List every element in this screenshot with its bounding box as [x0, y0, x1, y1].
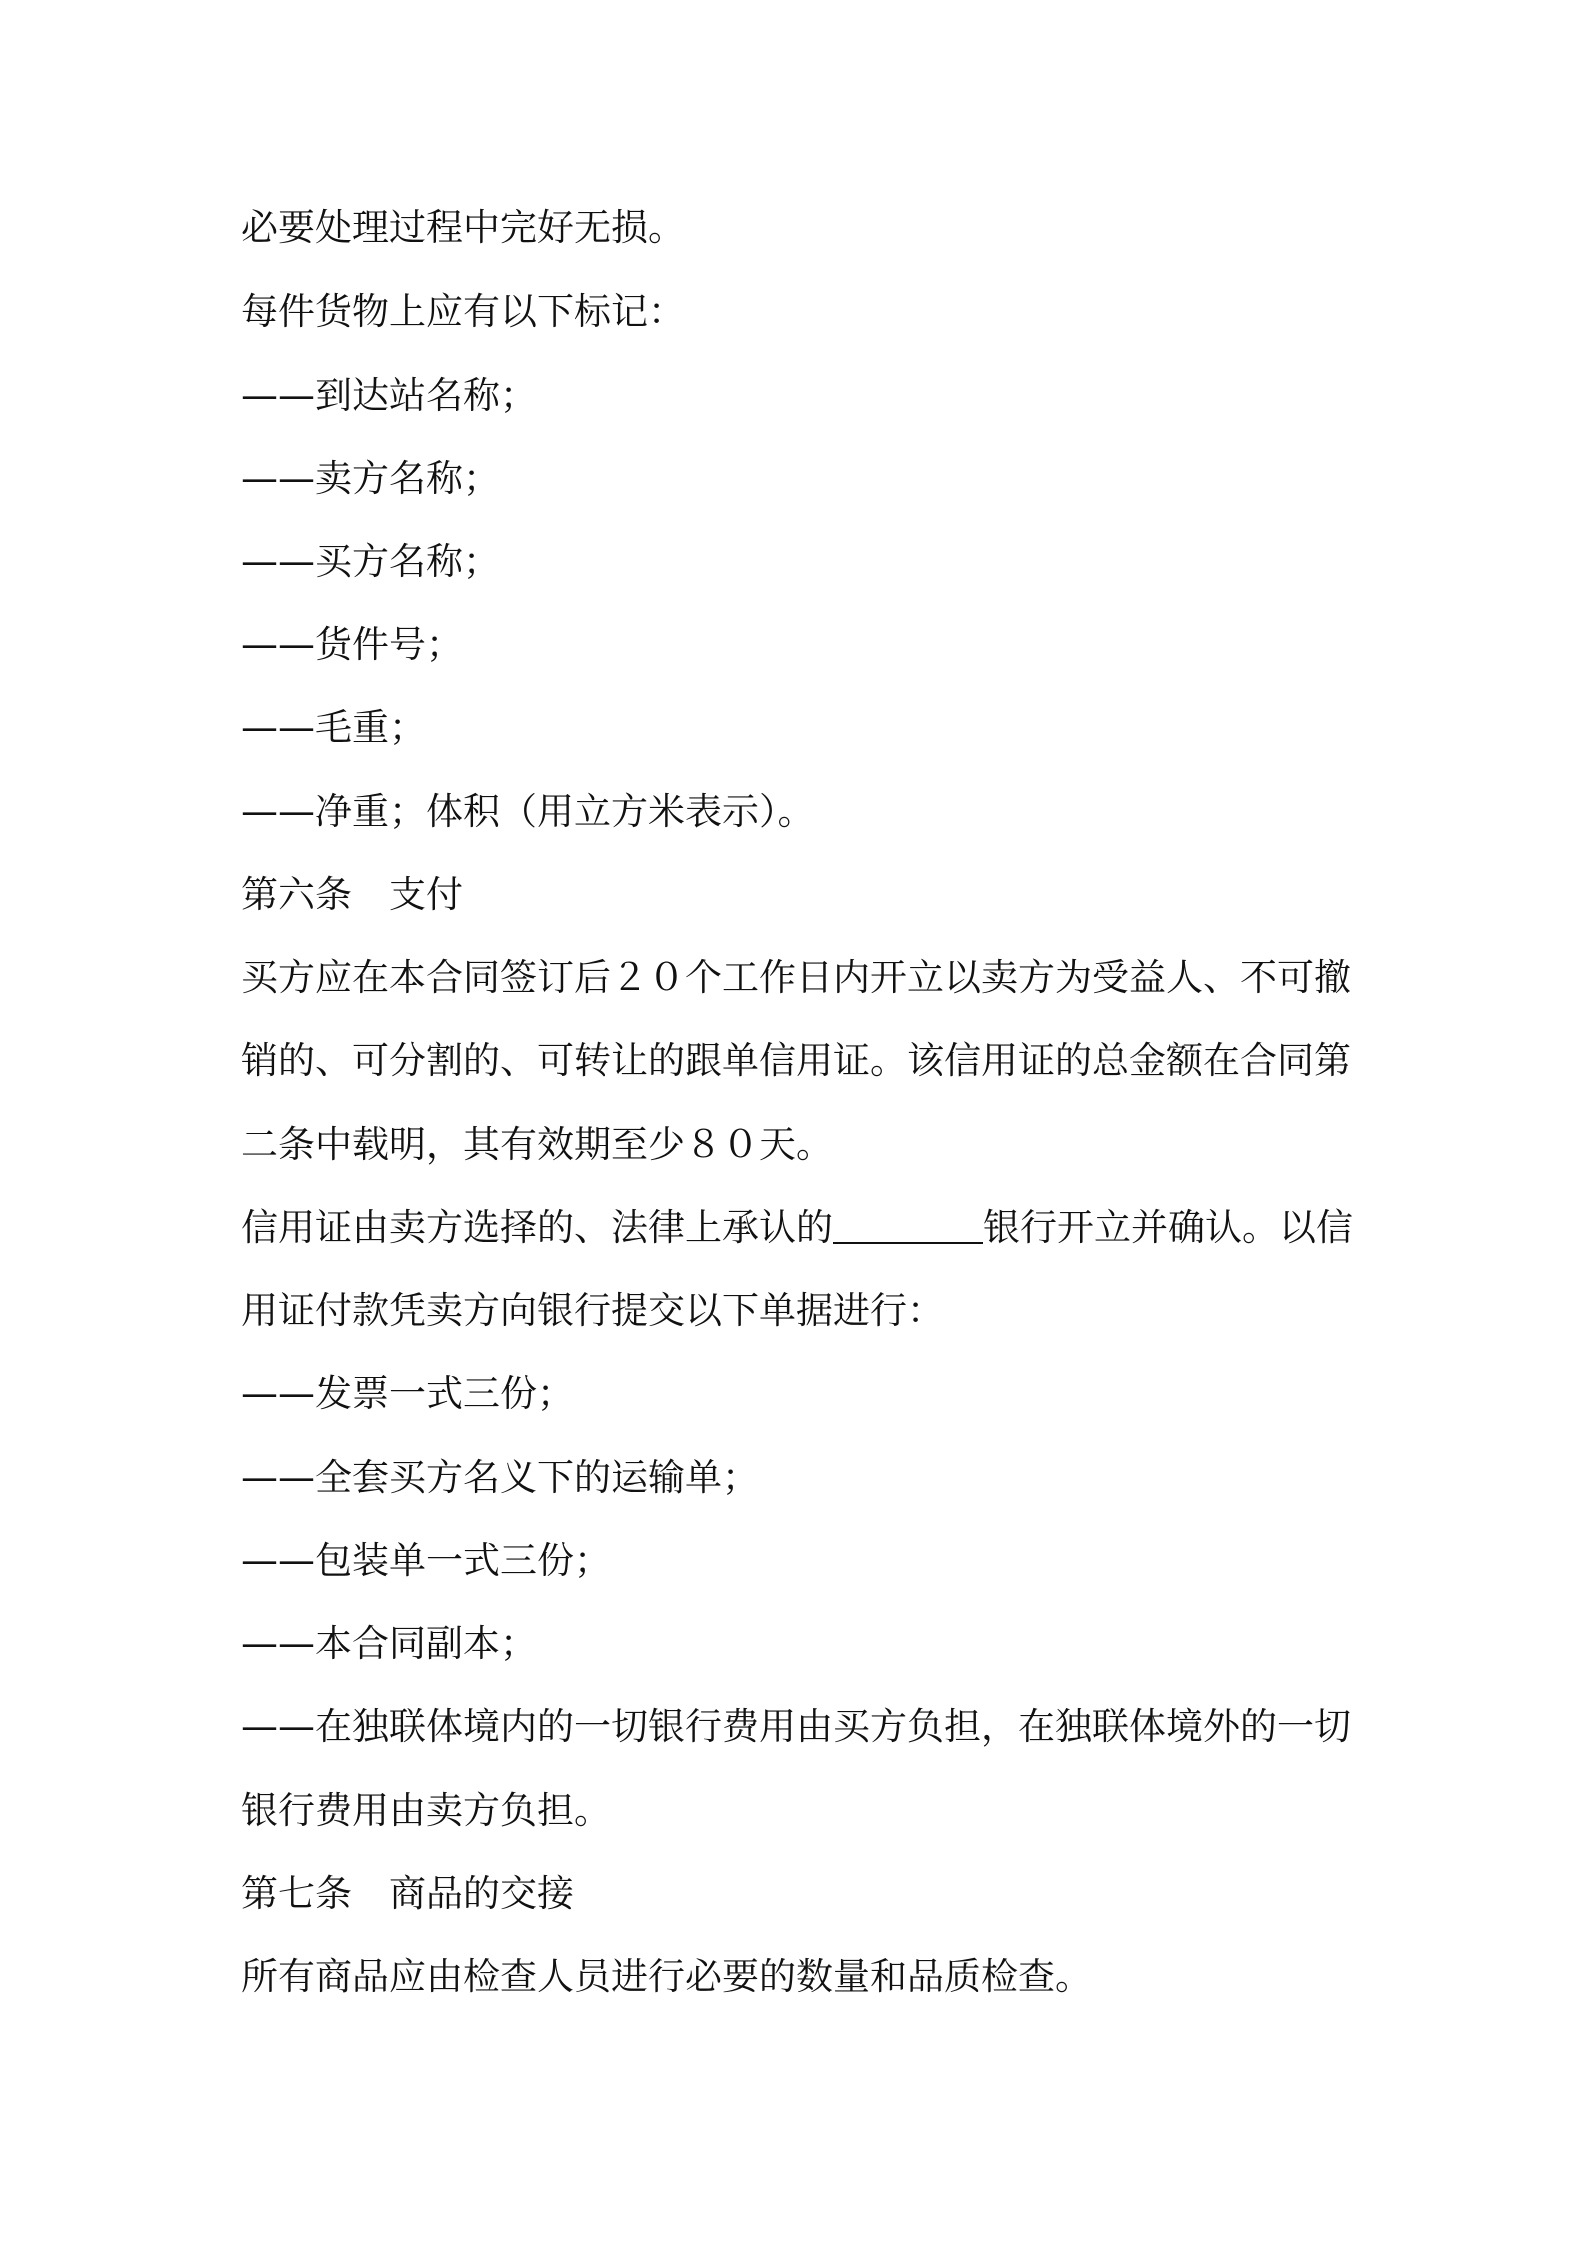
- text-line: 二条中载明，其有效期至少８０天。: [241, 1123, 833, 1166]
- list-item: ——全套买方名义下的运输单；: [241, 1456, 759, 1499]
- section-heading: 第六条 支付: [241, 873, 463, 916]
- text-line: 每件货物上应有以下标记：: [241, 290, 685, 333]
- list-item: ——货件号；: [241, 623, 463, 666]
- text-line: 所有商品应由检查人员进行必要的数量和品质检查。: [241, 1955, 1092, 1998]
- list-item: ——本合同副本；: [241, 1622, 537, 1665]
- bank-line-suffix: 银行开立并确认。以信: [983, 1206, 1353, 1249]
- list-item: ——包装单一式三份；: [241, 1539, 611, 1582]
- list-item: ——发票一式三份；: [241, 1372, 574, 1415]
- list-item: ——净重；体积（用立方米表示）。: [241, 790, 815, 833]
- text-line: 买方应在本合同签订后２０个工作日内开立以卖方为受益人、不可撤: [241, 956, 1351, 999]
- bank-line-prefix: 信用证由卖方选择的、法律上承认的: [241, 1206, 833, 1249]
- text-line: 必要处理过程中完好无损。: [241, 206, 685, 249]
- fill-in-blank: [833, 1208, 983, 1244]
- text-line: 销的、可分割的、可转让的跟单信用证。该信用证的总金额在合同第: [241, 1039, 1351, 1082]
- list-item: ——卖方名称；: [241, 457, 500, 500]
- text-line: 银行费用由卖方负担。: [241, 1789, 611, 1832]
- list-item: ——毛重；: [241, 706, 426, 749]
- section-heading: 第七条 商品的交接: [241, 1872, 574, 1915]
- list-item: ——在独联体境内的一切银行费用由买方负担，在独联体境外的一切: [241, 1705, 1351, 1748]
- text-line-with-blank: [241, 1204, 1353, 1252]
- list-item: ——买方名称；: [241, 540, 500, 583]
- list-item: ——到达站名称；: [241, 374, 537, 417]
- text-line: 用证付款凭卖方向银行提交以下单据进行：: [241, 1289, 944, 1332]
